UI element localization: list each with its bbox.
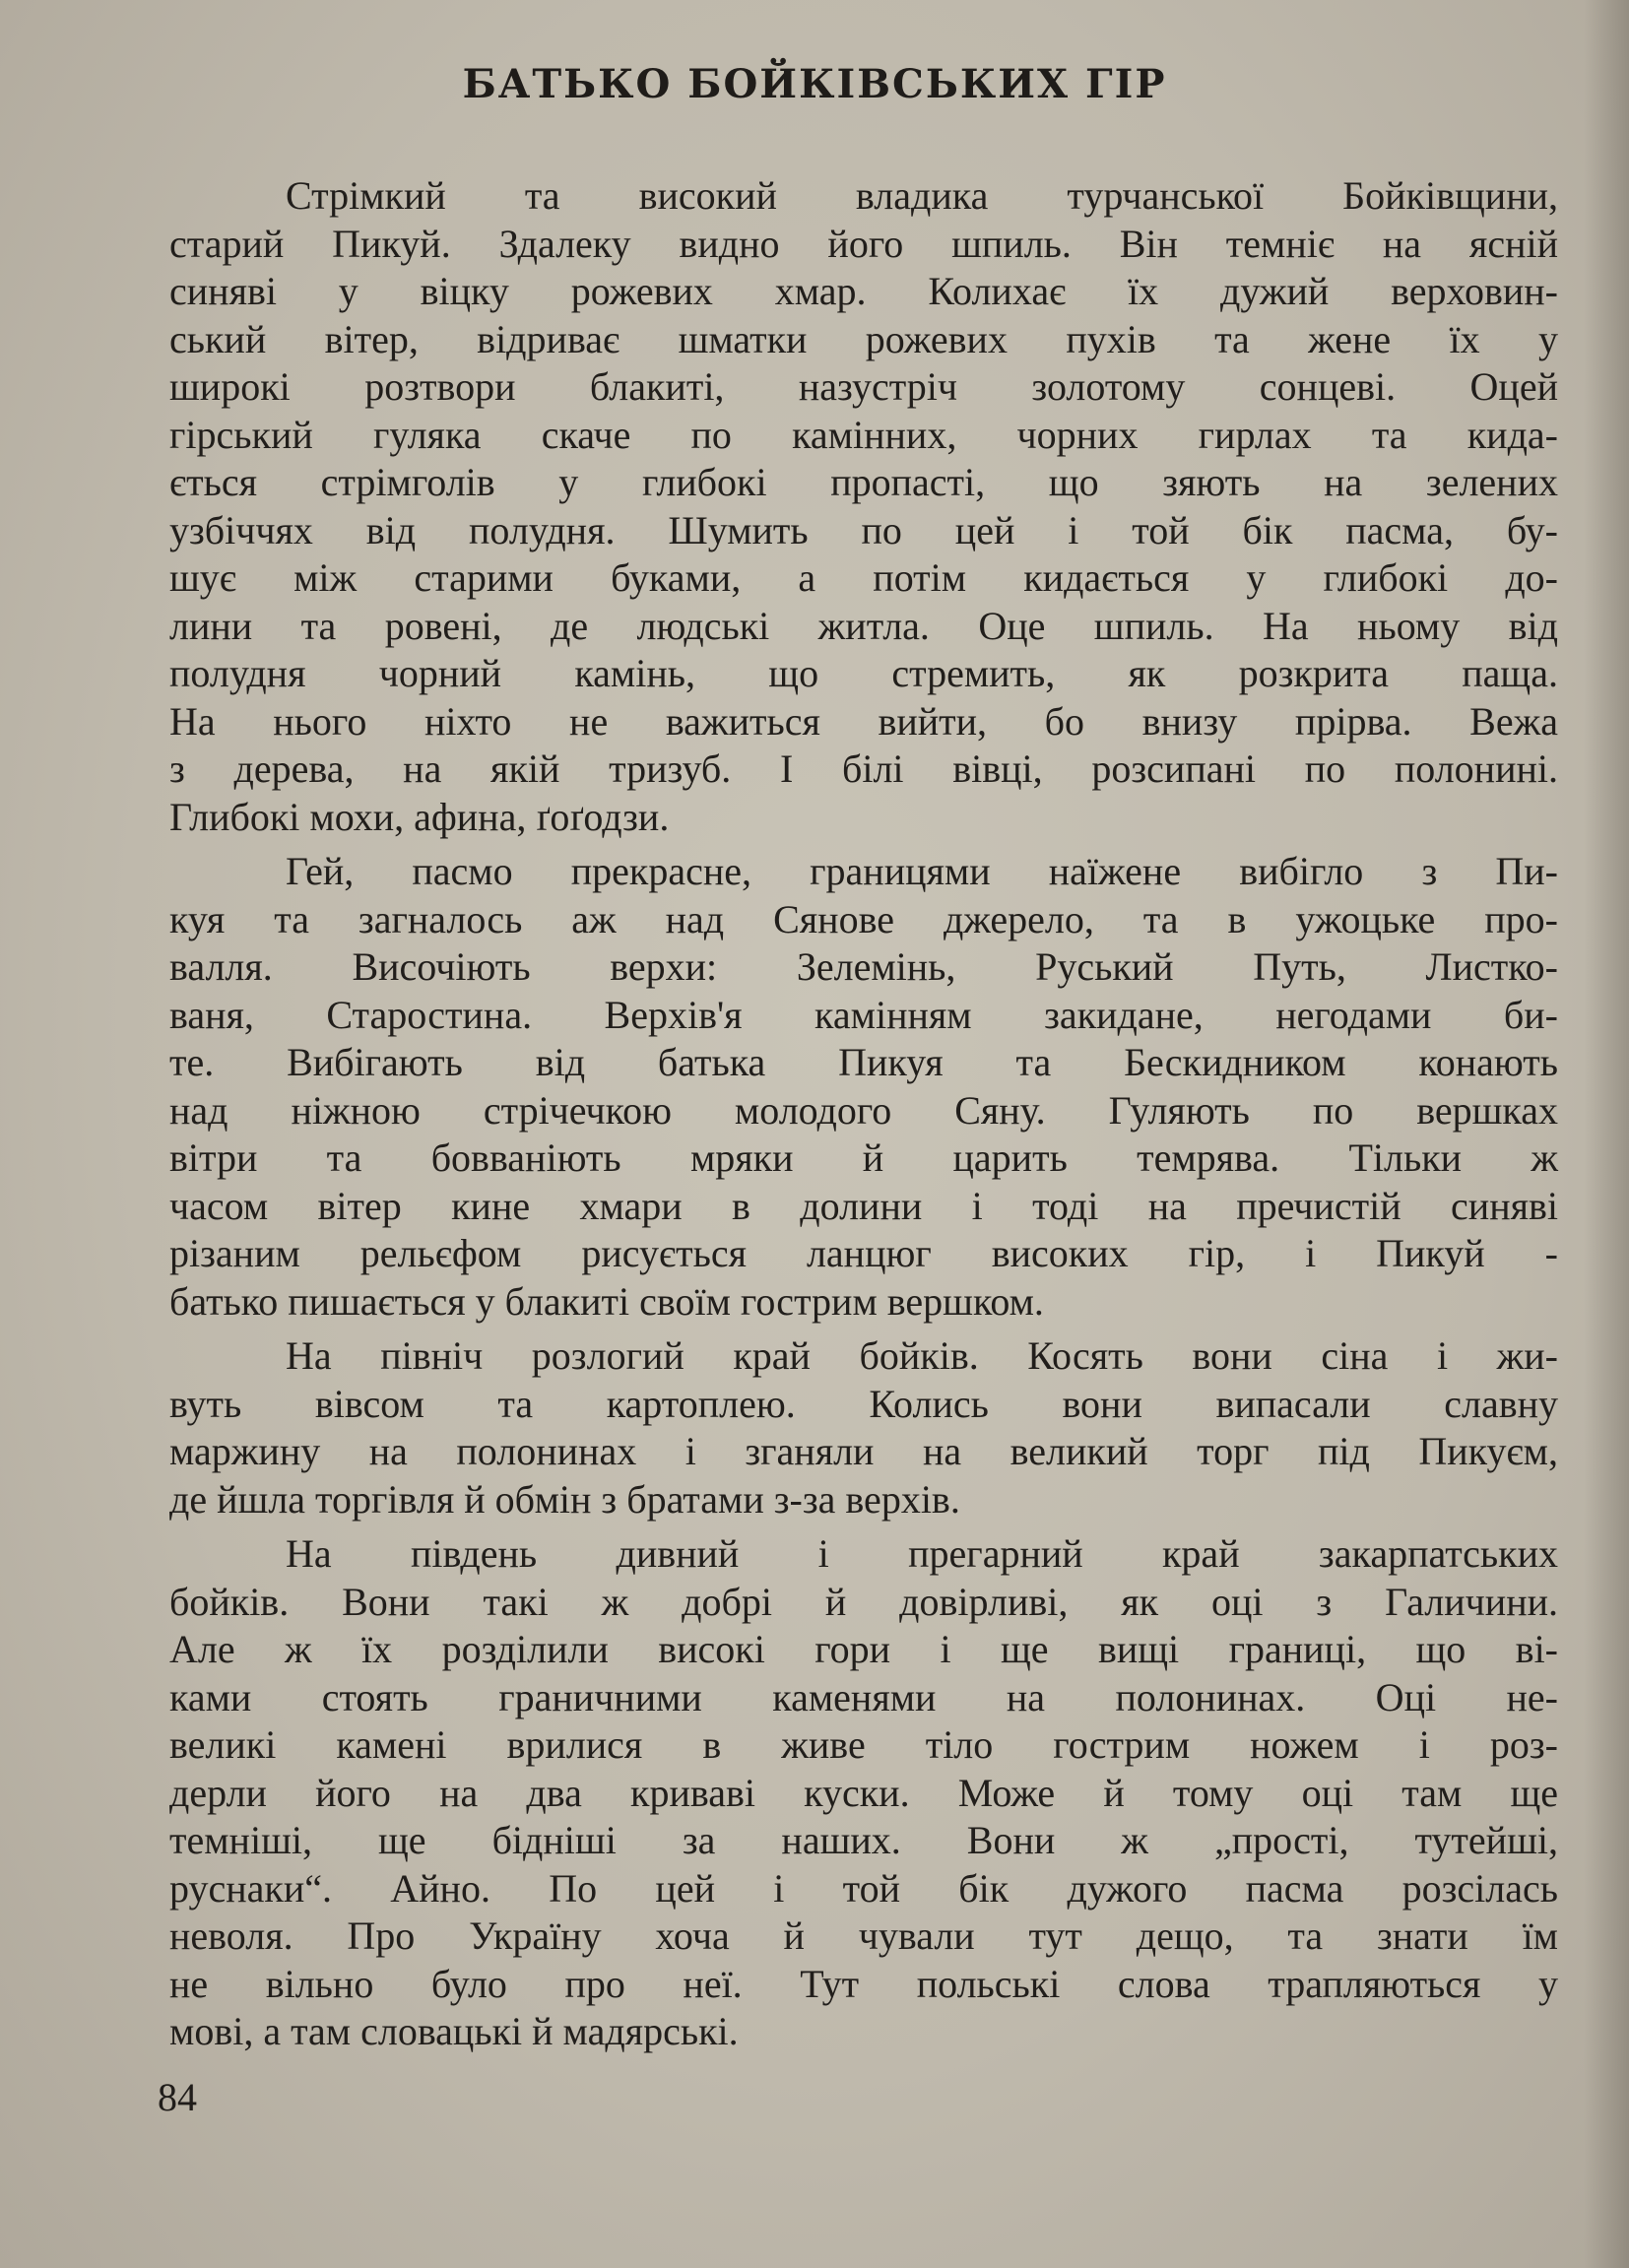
text-line: з дерева, на якій тризуб. І білі вівці, розсипані по полонині. bbox=[169, 746, 1558, 791]
text-line: старий Пикуй. Здалеку видно його шпиль. Він темніє на ясній bbox=[169, 221, 1558, 266]
paragraph bbox=[169, 848, 1558, 1326]
text-line: На північ розлогий край бойків. Косять вони сіна і жи- bbox=[286, 1333, 1558, 1378]
text-line: різаним рельєфом рисується ланцюг високих гір, і Пикуй - bbox=[169, 1231, 1558, 1275]
text-line: На південь дивний і прегарний край закарпатських bbox=[286, 1531, 1558, 1576]
text-line: ками стоять граничними каменями на полонинах. Оці не- bbox=[169, 1674, 1558, 1719]
paragraph bbox=[169, 1530, 1558, 2056]
body-text bbox=[169, 172, 1558, 2063]
text-line: Стрімкий та високий владика турчанської Бойківщини, bbox=[286, 173, 1558, 218]
text-line: руснаки“. Айно. По цей і той бік дужого пасма розсілась bbox=[169, 1865, 1558, 1911]
text-line: синяві у віцку рожевих хмар. Колихає їх дужий верховин- bbox=[169, 269, 1558, 313]
page-number: 84 bbox=[158, 2075, 197, 2119]
paragraph bbox=[169, 1332, 1558, 1523]
text-line: гірський гуляка скаче по камінних, чорних гирлах та кида- bbox=[169, 412, 1558, 457]
text-line: де йшла торгівля й обмін з братами з-за верхів. bbox=[169, 1476, 960, 1522]
text-line: куя та загналось аж над Сянове джерело, та в ужоцьке про- bbox=[169, 896, 1558, 941]
text-line: часом вітер кине хмари в долини і тоді на пречистій синяві bbox=[169, 1183, 1558, 1228]
paragraph bbox=[169, 172, 1558, 841]
text-line: узбіччях від полудня. Шумить по цей і той бік пасма, бу- bbox=[169, 507, 1558, 552]
text-line: вітри та бовваніють мряки й царить темрява. Тільки ж bbox=[169, 1135, 1558, 1180]
text-line: Глибокі мохи, афина, ґоґодзи. bbox=[169, 794, 670, 839]
text-line: полудня чорний камінь, що стремить, як розкрита паща. bbox=[169, 651, 1558, 695]
text-line: бойків. Вони такі ж добрі й довірливі, як оці з Галичини. bbox=[169, 1579, 1558, 1624]
text-line: те. Вибігають від батька Пикуя та Бескидником конають bbox=[169, 1040, 1558, 1084]
text-line: вуть вівсом та картоплею. Колись вони випасали славну bbox=[169, 1381, 1558, 1426]
text-line: На нього ніхто не важиться вийти, бо внизу прірва. Вежа bbox=[169, 698, 1558, 744]
text-line: не вільно було про неї. Тут польські слова трапляються у bbox=[169, 1961, 1558, 2006]
text-line: Але ж їх розділили високі гори і ще вищі границі, що ві- bbox=[169, 1627, 1558, 1671]
text-line: дерли його на два криваві куски. Може й тому оці там ще bbox=[169, 1770, 1558, 1815]
text-line: ваня, Старостина. Верхів'я камінням закидане, негодами би- bbox=[169, 992, 1558, 1037]
text-line: широкі розтвори блакиті, назустріч золотому сонцеві. Оцей bbox=[169, 364, 1558, 409]
text-line: батько пишається у блакиті своїм гострим вершком. bbox=[169, 1278, 1044, 1324]
text-line: темніші, ще бідніші за наших. Вони ж „прості, тутейші, bbox=[169, 1818, 1558, 1862]
text-line: Гей, пасмо прекрасне, границями наїжене вибігло з Пи- bbox=[286, 849, 1558, 893]
text-line: валля. Височіють верхи: Зелемінь, Руський Путь, Листко- bbox=[169, 944, 1558, 989]
chapter-title: БАТЬКО БОЙКІВСЬКИХ ГІР bbox=[462, 61, 1167, 107]
text-line: ський вітер, відриває шматки рожевих пухів та жене їх у bbox=[169, 316, 1558, 361]
text-line: ється стрімголів у глибокі пропасті, що зяють на зелених bbox=[169, 460, 1558, 504]
text-line: великі камені врилися в живе тіло гострим ножем і роз- bbox=[169, 1722, 1558, 1767]
text-line: лини та ровені, де людські житла. Оце шпиль. На ньому від bbox=[169, 603, 1558, 648]
text-line: маржину на полонинах і зганяли на великий торг під Пикуєм, bbox=[169, 1429, 1558, 1473]
text-line: мові, а там словацькі й мадярські. bbox=[169, 2009, 739, 2053]
text-line: неволя. Про Україну хоча й чували тут дещо, та знати їм bbox=[169, 1913, 1558, 1958]
text-line: шує між старими буками, а потім кидається у глибокі до- bbox=[169, 555, 1558, 600]
text-line: над ніжною стрічечкою молодого Сяну. Гуляють по вершках bbox=[169, 1087, 1558, 1133]
